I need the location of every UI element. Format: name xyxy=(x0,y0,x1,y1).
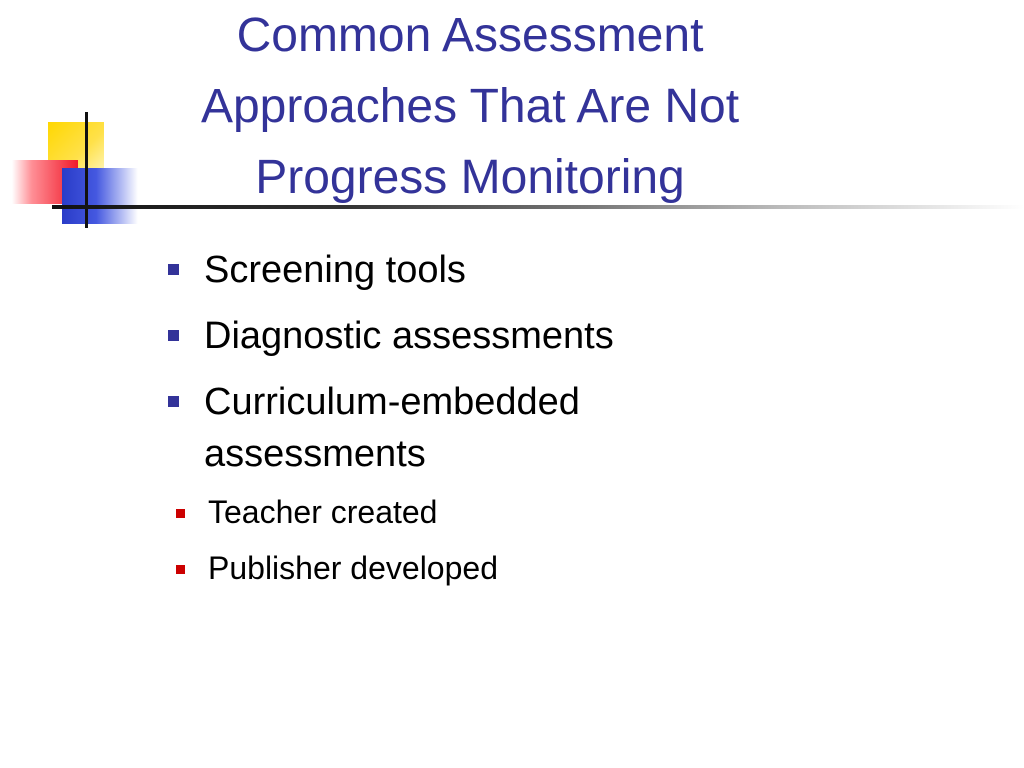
square-bullet-icon xyxy=(168,264,179,275)
sub-bullet-wrapper xyxy=(164,484,946,596)
title-line-3: Progress Monitoring xyxy=(255,151,685,204)
square-bullet-icon xyxy=(176,565,185,574)
bullet-item-screening-tools xyxy=(166,244,986,296)
bullet-text-line-2: assessments xyxy=(204,433,426,475)
bullet-text: Screening tools xyxy=(204,249,466,291)
bullet-item-curriculum-embedded xyxy=(166,376,986,596)
sub-bullet-text: Publisher developed xyxy=(208,550,498,586)
title-line-1: Common Assessment xyxy=(236,9,704,62)
sub-bullet-item-teacher-created xyxy=(164,484,946,540)
sub-bullet-text: Teacher created xyxy=(208,494,438,530)
square-bullet-icon xyxy=(168,330,179,341)
vertical-line xyxy=(85,112,88,228)
bullet-text: Diagnostic assessments xyxy=(204,315,614,357)
slide-title xyxy=(120,0,820,213)
title-line-2: Approaches That Are Not xyxy=(200,80,740,133)
bullet-text-line-1: Curriculum-embedded xyxy=(204,381,580,423)
bullet-list-container xyxy=(166,244,986,610)
square-bullet-icon xyxy=(176,509,185,518)
bullet-item-diagnostic-assessments xyxy=(166,310,986,362)
bullet-list xyxy=(166,244,986,596)
sub-bullet-item-publisher-developed xyxy=(164,540,946,596)
square-bullet-icon xyxy=(168,396,179,407)
sub-bullet-list xyxy=(164,484,946,596)
